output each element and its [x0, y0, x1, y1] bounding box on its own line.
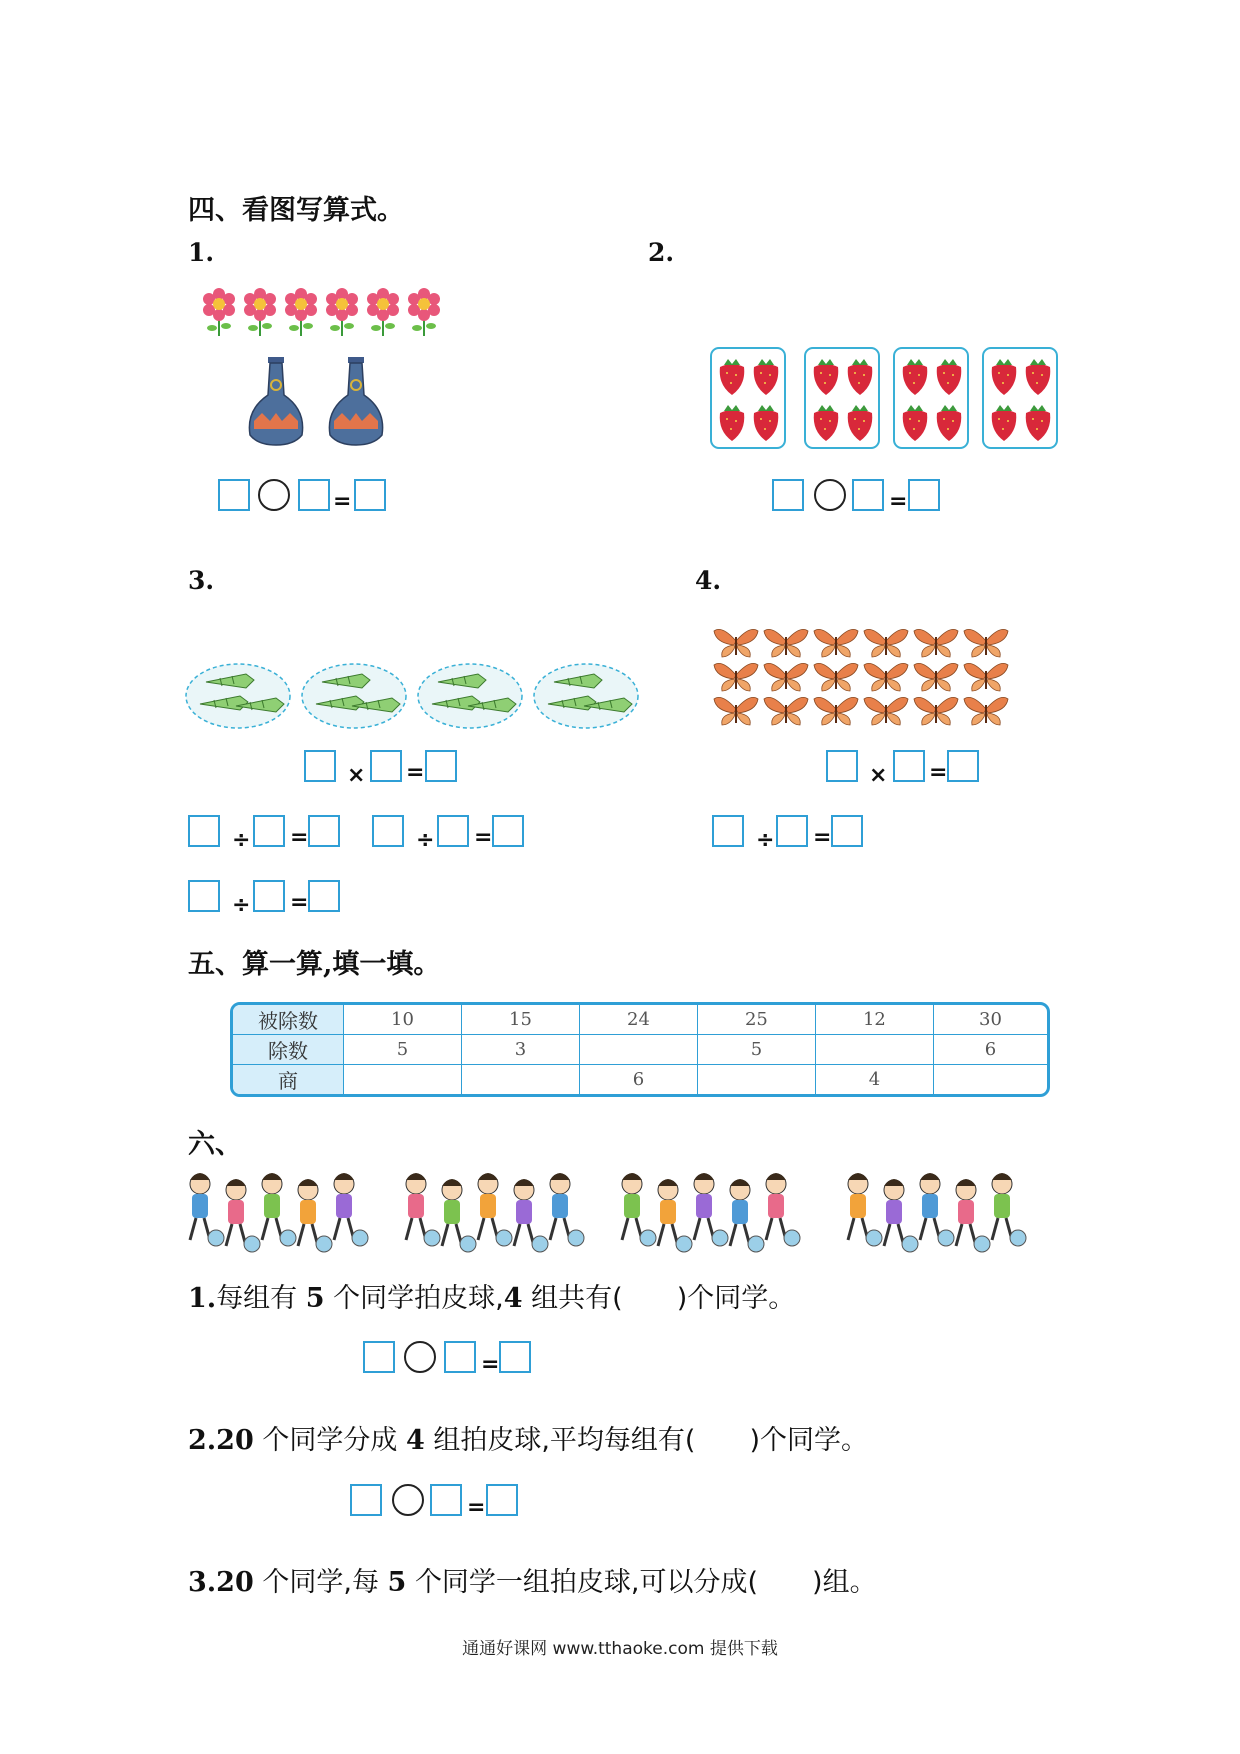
- problem-1-number: 1.: [188, 238, 215, 267]
- table-cell: 6: [580, 1065, 698, 1094]
- p3-div1-box-2[interactable]: [253, 815, 285, 847]
- p4-mult-box-1[interactable]: [826, 750, 858, 782]
- p3-div2-sign: ÷: [416, 828, 435, 853]
- problem-2-number: 2.: [648, 238, 675, 267]
- p3-div3-equals: =: [290, 890, 309, 915]
- row-label: 被除数: [233, 1005, 344, 1035]
- section6-question-2: 2.20 个同学分成 4 组拍皮球,平均每组有( )个同学。: [188, 1425, 868, 1456]
- section5-title: 五、算一算,填一填。: [188, 949, 441, 980]
- p2-box-3[interactable]: [908, 479, 940, 511]
- table-blank-cell[interactable]: [462, 1065, 580, 1094]
- p3-div1-equals: =: [290, 825, 309, 850]
- footer: 通通好课网 www.tthaoke.com 提供下载: [462, 1639, 778, 1659]
- p3-div3-box-3[interactable]: [308, 880, 340, 912]
- p1-operator-circle[interactable]: [258, 479, 290, 511]
- table-row: [233, 1005, 1047, 1035]
- problem-3-number: 3.: [188, 566, 215, 595]
- p1-box-2[interactable]: [298, 479, 330, 511]
- table-cell: 5: [698, 1035, 816, 1065]
- table-cell: 12: [816, 1005, 934, 1035]
- p3-div2-equals: =: [474, 825, 493, 850]
- p4-div-box-1[interactable]: [712, 815, 744, 847]
- p4-mult-box-2[interactable]: [893, 750, 925, 782]
- p3-div2-box-2[interactable]: [437, 815, 469, 847]
- bamboo-shoots-image: [184, 660, 648, 732]
- table-row: [233, 1035, 1047, 1065]
- butterflies-image: [712, 625, 1012, 727]
- row-label: 商: [233, 1065, 344, 1094]
- row-label: 除数: [233, 1035, 344, 1065]
- p4-div-sign: ÷: [756, 828, 775, 853]
- table-cell: 6: [934, 1035, 1047, 1065]
- table-cell: 25: [698, 1005, 816, 1035]
- p1-box-3[interactable]: [354, 479, 386, 511]
- table-row: [233, 1065, 1047, 1094]
- section4-title: 四、看图写算式。: [188, 195, 404, 226]
- p3-div1-box-1[interactable]: [188, 815, 220, 847]
- p3-div2-box-1[interactable]: [372, 815, 404, 847]
- p3-div3-box-1[interactable]: [188, 880, 220, 912]
- q1-box-1[interactable]: [363, 1341, 395, 1373]
- p3-div1-box-3[interactable]: [308, 815, 340, 847]
- p4-times: ×: [869, 763, 888, 788]
- section6-question-3: 3.20 个同学,每 5 个同学一组拍皮球,可以分成( )组。: [188, 1567, 877, 1598]
- division-table: [230, 1002, 1050, 1097]
- p2-equals: =: [889, 489, 908, 514]
- p2-operator-circle[interactable]: [814, 479, 846, 511]
- p4-div-box-2[interactable]: [776, 815, 808, 847]
- p3-div3-sign: ÷: [232, 893, 251, 918]
- p2-box-2[interactable]: [852, 479, 884, 511]
- p3-mult-box-1[interactable]: [304, 750, 336, 782]
- problem-4-number: 4.: [695, 566, 722, 595]
- q2-box-2[interactable]: [430, 1484, 462, 1516]
- table-cell: 15: [462, 1005, 580, 1035]
- q2-equals: =: [467, 1495, 486, 1520]
- q2-box-1[interactable]: [350, 1484, 382, 1516]
- q1-box-3[interactable]: [499, 1341, 531, 1373]
- p3-div1-sign: ÷: [232, 828, 251, 853]
- table-blank-cell[interactable]: [816, 1035, 934, 1065]
- table-blank-cell[interactable]: [580, 1035, 698, 1065]
- p3-mult-box-2[interactable]: [370, 750, 402, 782]
- p4-mult-box-3[interactable]: [947, 750, 979, 782]
- table-cell: 3: [462, 1035, 580, 1065]
- p1-box-1[interactable]: [218, 479, 250, 511]
- p3-mult-box-3[interactable]: [425, 750, 457, 782]
- p2-box-1[interactable]: [772, 479, 804, 511]
- table-cell: 10: [344, 1005, 462, 1035]
- q2-box-3[interactable]: [486, 1484, 518, 1516]
- table-cell: 4: [816, 1065, 934, 1094]
- q1-box-2[interactable]: [444, 1341, 476, 1373]
- q1-operator-circle[interactable]: [404, 1341, 436, 1373]
- vases-image: [240, 355, 400, 450]
- table-cell: 30: [934, 1005, 1047, 1035]
- table-cell: 24: [580, 1005, 698, 1035]
- strawberries-image: [710, 347, 1060, 452]
- table-blank-cell[interactable]: [698, 1065, 816, 1094]
- p3-div3-box-2[interactable]: [253, 880, 285, 912]
- p3-mult-equals: =: [406, 760, 425, 785]
- p4-div-box-3[interactable]: [831, 815, 863, 847]
- table-blank-cell[interactable]: [344, 1065, 462, 1094]
- table-cell: 5: [344, 1035, 462, 1065]
- section6-question-1: 1.每组有 5 个同学拍皮球,4 组共有( )个同学。: [188, 1283, 796, 1314]
- section6-title: 六、: [188, 1129, 242, 1160]
- q2-operator-circle[interactable]: [392, 1484, 424, 1516]
- table-blank-cell[interactable]: [934, 1065, 1047, 1094]
- p1-equals: =: [333, 489, 352, 514]
- p3-times: ×: [347, 763, 366, 788]
- children-ball-image: [186, 1168, 1046, 1258]
- q1-equals: =: [481, 1352, 500, 1377]
- p3-div2-box-3[interactable]: [492, 815, 524, 847]
- p4-mult-equals: =: [929, 760, 948, 785]
- flowers-image: [198, 282, 454, 342]
- p4-div-equals: =: [813, 825, 832, 850]
